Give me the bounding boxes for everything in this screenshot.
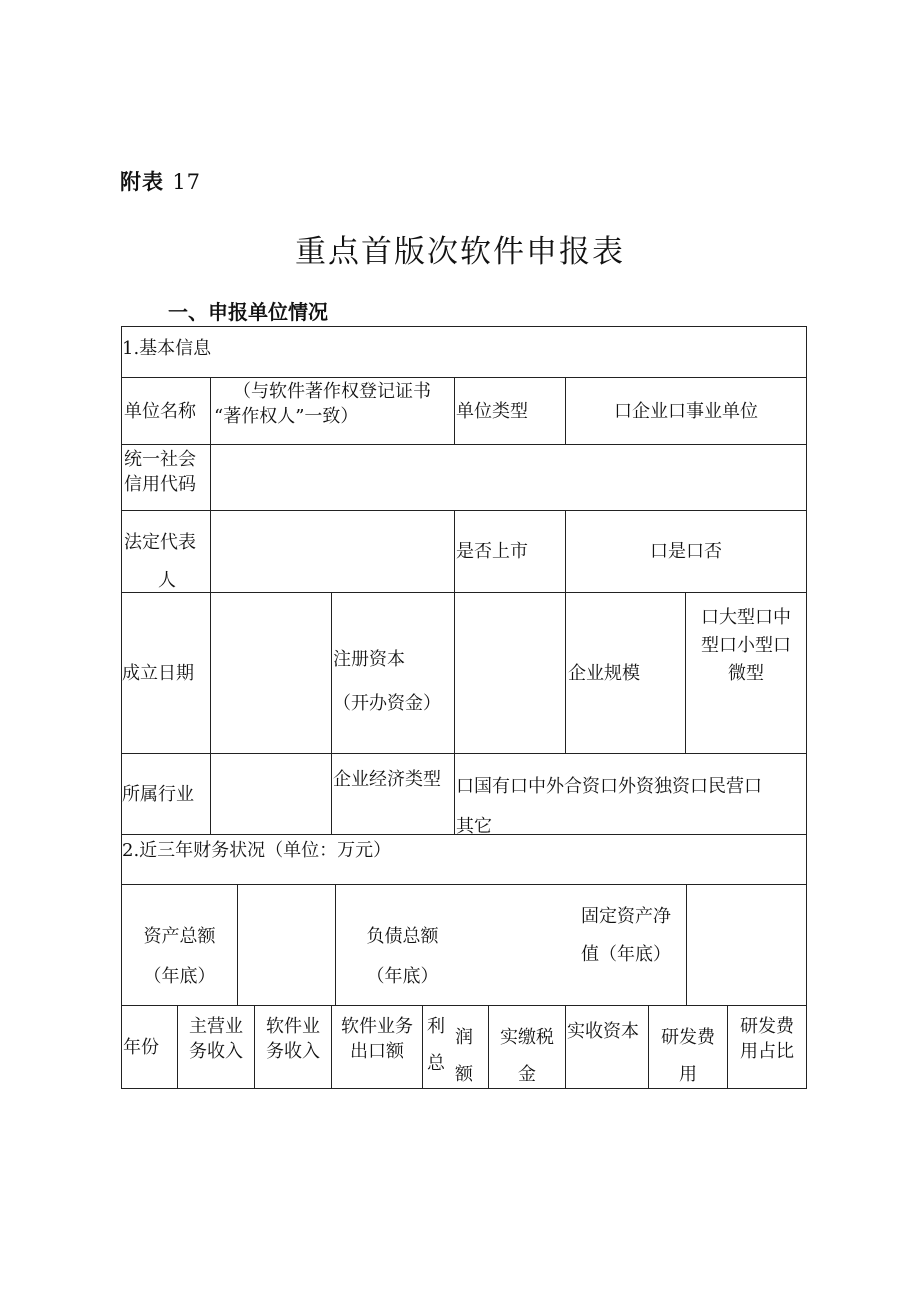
col-tax-paid: 实缴税 金 xyxy=(500,1027,554,1085)
col-total-profit-a: 利 总 xyxy=(427,1016,445,1074)
col-software-revenue: 软件业 务收入 xyxy=(266,1016,320,1062)
unit-name-label: 单位名称 xyxy=(124,400,196,422)
annex-number: 17 xyxy=(172,170,202,194)
founded-input[interactable] xyxy=(211,593,331,753)
section-title: 一、申报单位情况 xyxy=(168,300,328,324)
econ-type-label: 企业经济类型 xyxy=(333,769,441,790)
industry-input[interactable] xyxy=(211,754,331,834)
industry-label: 所属行业 xyxy=(122,784,194,805)
col-main-revenue: 主营业 务收入 xyxy=(189,1016,243,1062)
assets-label: 资产总额 （年底） xyxy=(143,926,216,987)
col-rd-ratio: 研发费 用占比 xyxy=(740,1016,794,1062)
fixed-assets-input[interactable] xyxy=(687,885,806,1005)
credit-code-label: 统一社会 信用代码 xyxy=(124,449,196,495)
unit-name-input[interactable] xyxy=(212,378,454,444)
col-rd-expense: 研发费 用 xyxy=(661,1027,715,1085)
debt-label: 负债总额 （年底） xyxy=(366,926,439,987)
credit-code-input[interactable] xyxy=(211,445,806,510)
fixed-assets-label: 固定资产净 值（年底） xyxy=(581,906,671,965)
unit-type-options[interactable]: 口企业口事业单位 xyxy=(614,400,758,422)
listed-label: 是否上市 xyxy=(456,541,528,562)
capital-label: 注册资本 （开办资金） xyxy=(333,649,441,714)
founded-label: 成立日期 xyxy=(122,662,194,684)
legal-rep-input[interactable] xyxy=(211,511,454,592)
unit-type-label: 单位类型 xyxy=(456,400,528,422)
col-software-export: 软件业务 出口额 xyxy=(341,1016,413,1062)
capital-input[interactable] xyxy=(455,593,565,753)
col-total-profit-b: 润 额 xyxy=(455,1027,473,1085)
unit-name-hint: （与软件著作权登记证书 “著作权人”一致） xyxy=(214,381,431,427)
listed-options[interactable]: 口是口否 xyxy=(650,541,722,562)
assets-input[interactable] xyxy=(238,885,335,1005)
scale-label: 企业规模 xyxy=(568,662,640,684)
page-title: 重点首版次软件申报表 xyxy=(295,234,625,270)
col-year: 年份 xyxy=(123,1036,159,1058)
col-paid-in-capital: 实收资本 xyxy=(567,1021,639,1042)
scale-options[interactable]: 口大型口中 型口小型口 微型 xyxy=(701,607,791,684)
finance-heading: 2.近三年财务状况（单位：万元） xyxy=(122,840,392,861)
basic-info-heading: 1.基本信息 xyxy=(122,338,212,359)
annex-label: 附表 17 xyxy=(120,170,202,194)
econ-type-options[interactable]: 口国有口中外合资口外资独资口民营口 其它 xyxy=(456,776,762,837)
legal-rep-label: 法定代表 人 xyxy=(124,532,196,591)
